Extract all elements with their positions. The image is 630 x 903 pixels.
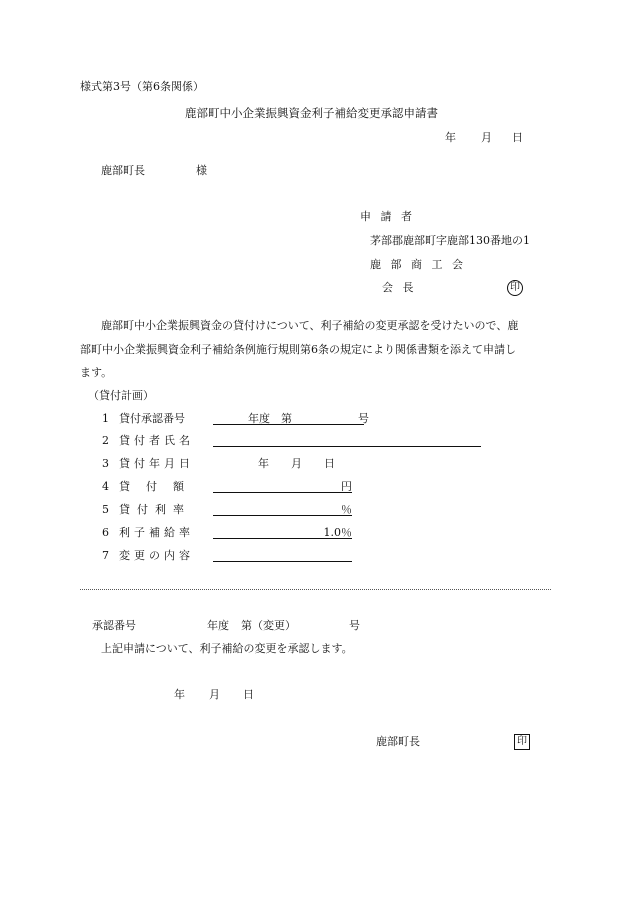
plan-item-7-number: 7 bbox=[102, 549, 109, 562]
plan-item-1-number: 1 bbox=[102, 412, 109, 425]
approval-date-year-label: 年 bbox=[174, 688, 185, 701]
approval-number-label: 承認番号 bbox=[92, 619, 136, 632]
plan-item-3-label: 貸付年月日 bbox=[119, 457, 194, 470]
applicant-address: 茅部郡鹿部町字鹿部130番地の1 bbox=[370, 234, 530, 247]
plan-item-7-label: 変更の内容 bbox=[119, 549, 194, 562]
approval-number-suffix: 号 bbox=[349, 619, 360, 632]
plan-item-6-label: 利子補給率 bbox=[119, 526, 194, 539]
plan-heading: （貸付計画） bbox=[88, 389, 154, 402]
addressee-honorific: 様 bbox=[196, 164, 207, 177]
plan-item-4-value: 円 bbox=[341, 480, 352, 493]
approval-fiscal-year-label: 年度 bbox=[207, 619, 229, 632]
plan-item-6-underline bbox=[213, 538, 352, 539]
approval-signer: 鹿部町長 bbox=[376, 735, 420, 748]
form-number: 様式第3号（第6条関係） bbox=[80, 80, 204, 93]
date-month-label: 月 bbox=[481, 131, 492, 144]
plan-item-1-underline bbox=[213, 424, 364, 425]
approval-date-month-label: 月 bbox=[209, 688, 220, 701]
plan-item-4-underline bbox=[213, 492, 352, 493]
plan-item-4-label: 貸付額 bbox=[119, 480, 200, 493]
document-title: 鹿部町中小企業振興資金利子補給変更承認申請書 bbox=[185, 106, 438, 120]
approval-change-number-label: 第（変更） bbox=[241, 619, 296, 632]
plan-item-2-underline bbox=[213, 446, 481, 447]
plan-item-5-value: ％ bbox=[341, 503, 352, 516]
plan-item-5-label: 貸付利率 bbox=[119, 503, 191, 516]
applicant-organization: 鹿 部 商 工 会 bbox=[370, 258, 466, 271]
section-divider bbox=[80, 589, 551, 590]
plan-item-6-value: 1.0％ bbox=[323, 526, 352, 539]
plan-item-1-label: 貸付承認番号 bbox=[119, 412, 185, 425]
plan-item-5-number: 5 bbox=[102, 503, 109, 516]
addressee-name: 鹿部町長 bbox=[101, 164, 145, 177]
plan-item-3-number: 3 bbox=[102, 457, 109, 470]
plan-item-7-underline bbox=[213, 561, 352, 562]
applicant-role: 会 長 bbox=[382, 281, 417, 294]
plan-item-6-number: 6 bbox=[102, 526, 109, 539]
approval-date-day-label: 日 bbox=[243, 688, 254, 701]
plan-item-3-value: 年 月 日 bbox=[258, 457, 335, 470]
applicant-seal-mark: 印 bbox=[507, 280, 523, 296]
plan-item-2-number: 2 bbox=[102, 434, 109, 447]
plan-item-5-underline bbox=[213, 515, 352, 516]
body-text-line-3: ます。 bbox=[80, 366, 113, 379]
date-day-label: 日 bbox=[512, 131, 523, 144]
date-year-label: 年 bbox=[445, 131, 456, 144]
body-text-line-1: 鹿部町中小企業振興資金の貸付けについて、利子補給の変更承認を受けたいので、鹿 bbox=[101, 319, 519, 332]
body-text-line-2: 部町中小企業振興資金利子補給条例施行規則第6条の規定により関係書類を添えて申請し bbox=[80, 343, 516, 356]
plan-item-2-label: 貸付者氏名 bbox=[119, 434, 194, 447]
approval-statement: 上記申請について、利子補給の変更を承認します。 bbox=[101, 642, 353, 655]
applicant-heading: 申 請 者 bbox=[360, 210, 415, 223]
plan-item-1-value: 年度 第 号 bbox=[248, 412, 369, 425]
plan-item-4-number: 4 bbox=[102, 480, 109, 493]
approval-seal-mark: 印 bbox=[514, 734, 530, 750]
